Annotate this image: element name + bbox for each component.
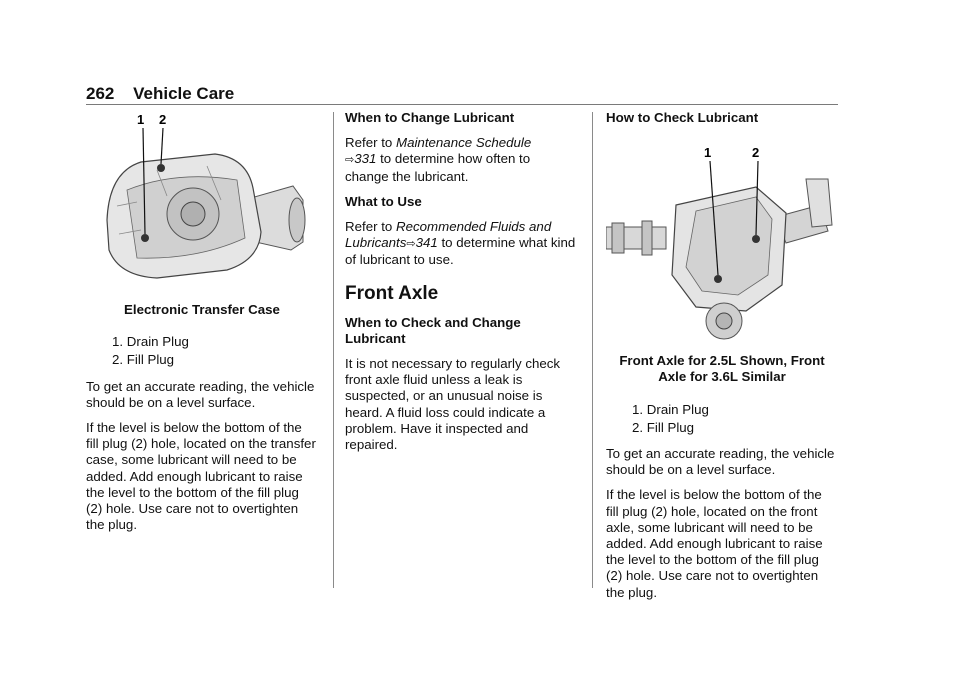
paragraph: To get an accurate reading, the vehicle should be on a level surface. xyxy=(86,378,315,410)
section-heading: Front Axle xyxy=(345,282,439,304)
column-divider-left xyxy=(333,112,334,588)
subheading: When to Change Lubricant xyxy=(345,110,515,125)
plug-list xyxy=(632,402,838,436)
callout-2-label: 2 xyxy=(752,145,760,161)
text-run: to determine what kind of lubricant to use. xyxy=(345,235,576,268)
header-rule xyxy=(86,104,838,105)
paragraph: It is not necessary to regularly check front axle fluid unless a leak is suspected, or an unusual noise is heard. A fluid loss could indicate a problem. Have it inspected and repaired. xyxy=(345,356,561,453)
transfer-case-illustration xyxy=(97,110,307,296)
text-run: Refer to xyxy=(345,219,396,235)
page-reference-icon: ⇨ xyxy=(345,153,355,167)
paragraph: To get an accurate reading, the vehicle should be on a level surface. xyxy=(606,446,835,478)
callout-2-label: 2 xyxy=(159,112,167,127)
callout-1-label: 1 xyxy=(704,145,712,161)
paragraph xyxy=(345,219,577,269)
subheading: How to Check Lubricant xyxy=(606,110,759,125)
list-item: 2. Fill Plug xyxy=(632,419,695,435)
column-divider-right xyxy=(592,112,593,588)
page-reference[interactable]: 331 xyxy=(354,151,377,167)
column-right xyxy=(606,110,838,610)
callout-1-label: 1 xyxy=(137,112,145,127)
list-item: 2. Fill Plug xyxy=(112,352,175,368)
subheading: What to Use xyxy=(345,193,422,209)
text-run: to determine how often to change the lubricant. xyxy=(345,151,531,184)
figure-caption: Front Axle for 2.5L Shown, Front Axle for 3.6L Similar xyxy=(619,353,825,385)
column-left xyxy=(86,110,318,542)
list-item: 1. Drain Plug xyxy=(112,334,189,350)
maintenance-schedule-link[interactable]: Maintenance Schedule xyxy=(396,135,532,151)
plug-list xyxy=(112,334,318,368)
paragraph xyxy=(345,135,577,185)
section-title-header: Vehicle Care xyxy=(133,84,235,103)
paragraph: If the level is below the bottom of the fill plug (2) hole, located on the front axle, some lubricant will need to be added. Add enough lubricant to raise the level to the bottom of the fill plug (2) hole. Use care not to overtighten the plug. xyxy=(606,487,823,600)
paragraph: If the level is below the bottom of the fill plug (2) hole, located on the transfer case, some lubricant will need to be added. Add enough lubricant to raise the level to the bottom of the fill plug (2) hole. Use care not to overtighten the plug. xyxy=(86,420,316,533)
recommended-fluids-link[interactable]: Recommended Fluids and Lubricants xyxy=(345,219,552,251)
page-number: 262 xyxy=(86,84,115,103)
page-reference[interactable]: 341 xyxy=(415,235,438,251)
column-middle xyxy=(345,110,577,462)
front-axle-illustration xyxy=(606,135,838,347)
page-reference-icon: ⇨ xyxy=(406,237,416,251)
subheading: When to Check and Change Lubricant xyxy=(345,314,521,346)
figure-caption: Electronic Transfer Case xyxy=(124,302,280,317)
list-item: 1. Drain Plug xyxy=(632,401,709,417)
page-header xyxy=(86,84,234,104)
text-run: Refer to xyxy=(345,135,396,151)
